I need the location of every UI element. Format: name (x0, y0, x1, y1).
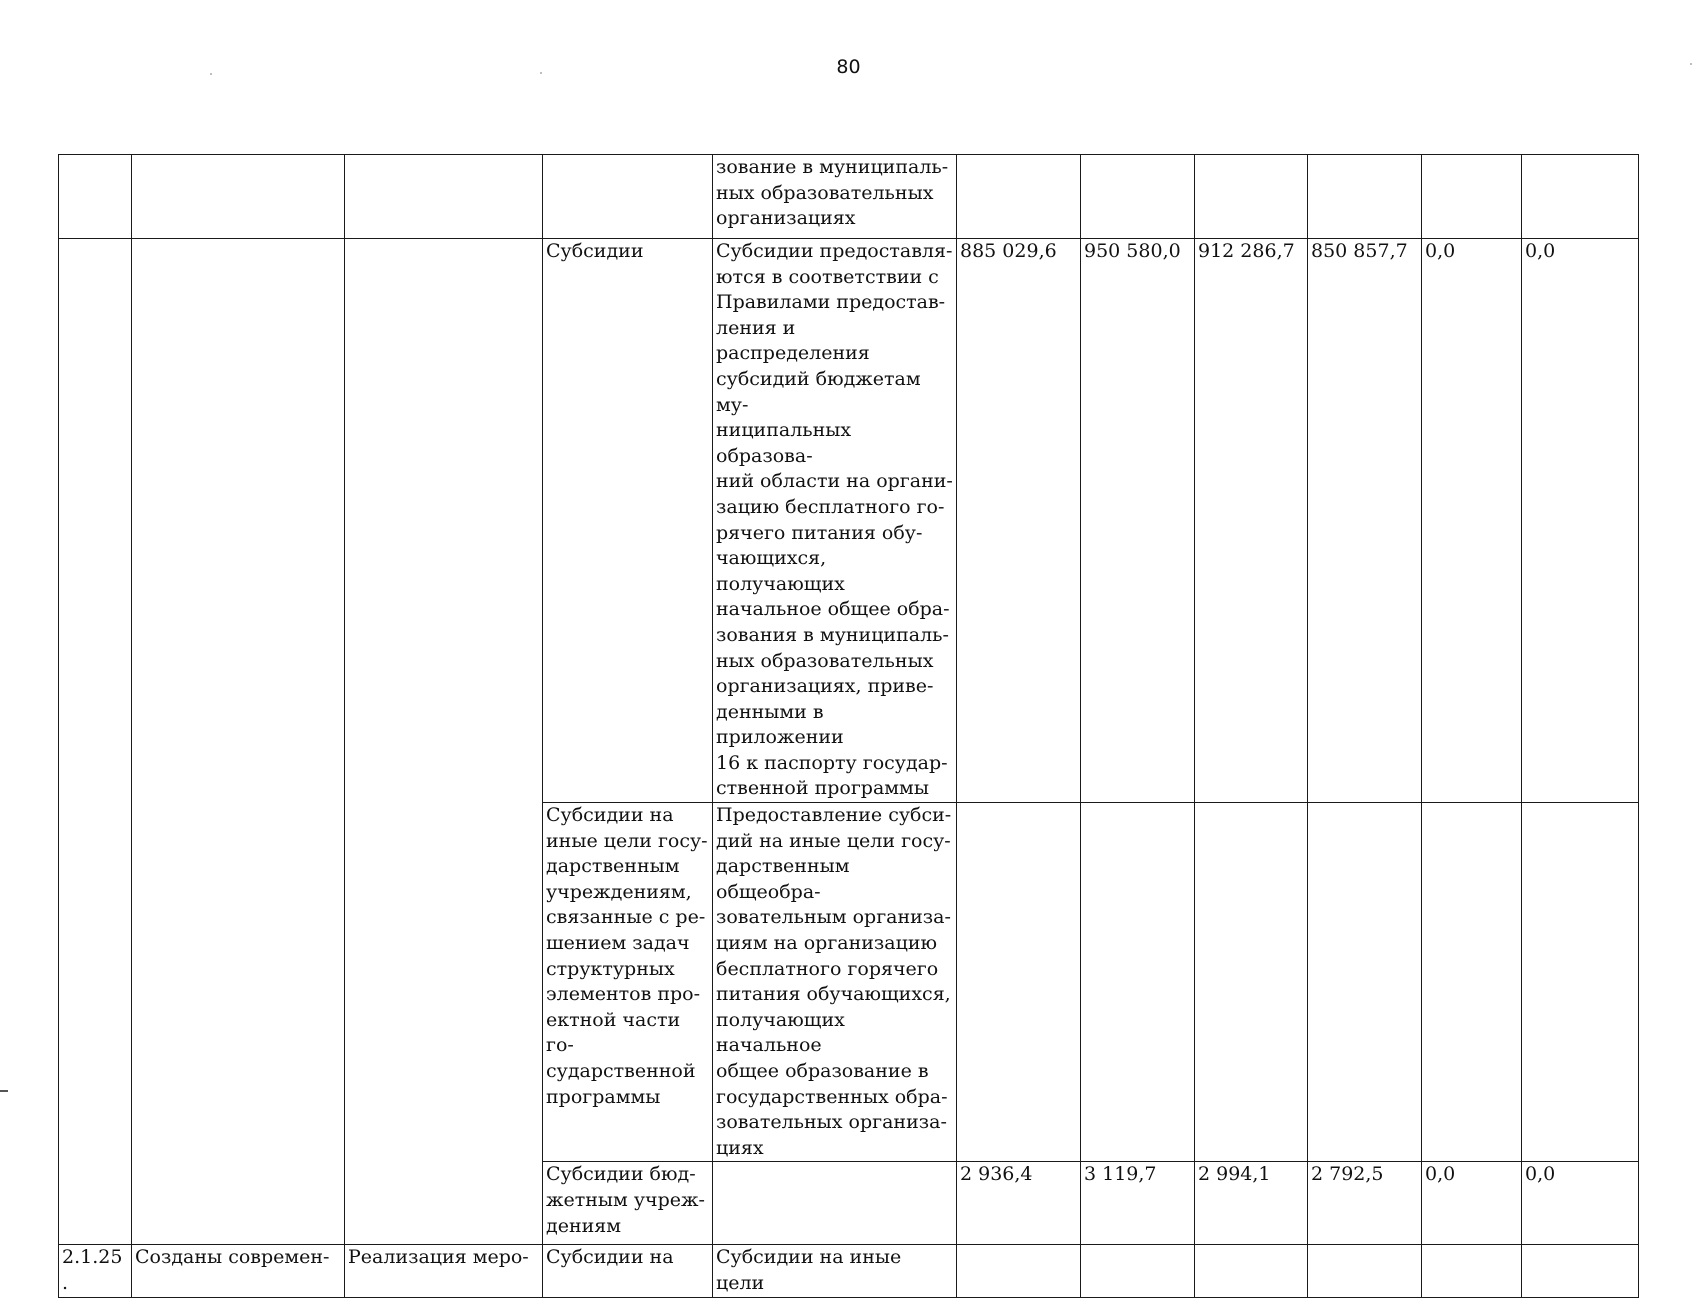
cell-type: Субсидии бюд- жетным учреж- дениям (543, 1162, 713, 1245)
cell-value-5: 0,0 (1422, 1162, 1522, 1245)
scan-artifact-dot (210, 73, 212, 75)
page-number: 80 (836, 56, 861, 78)
cell-value-4: 850 857,7 (1308, 239, 1422, 803)
cell-value-4 (1308, 1245, 1422, 1297)
cell-type: Субсидии на (543, 1245, 713, 1297)
budget-table (58, 154, 1639, 1298)
cell-value-5 (1422, 1245, 1522, 1297)
cell-number: 2.1.25. (59, 1245, 132, 1297)
cell-value-6 (1522, 803, 1639, 1162)
cell-value-1: 885 029,6 (957, 239, 1081, 803)
cell-value-3 (1195, 803, 1308, 1162)
table-row-subsidies (59, 239, 1639, 803)
cell-value-5 (1422, 155, 1522, 239)
cell-value-2 (1081, 1245, 1195, 1297)
cell-number (59, 239, 132, 1245)
table-row-continuation (59, 155, 1639, 239)
cell-type: Субсидии (543, 239, 713, 803)
table-row-2-1-25 (59, 1245, 1639, 1297)
cell-value-3 (1195, 155, 1308, 239)
cell-value-3: 2 994,1 (1195, 1162, 1308, 1245)
cell-value-6 (1522, 155, 1639, 239)
cell-type (543, 155, 713, 239)
cell-description: зование в муниципаль- ных образовательных организациях (713, 155, 957, 239)
cell-value-6: 0,0 (1522, 1162, 1639, 1245)
cell-value-2 (1081, 803, 1195, 1162)
cell-value-1: 2 936,4 (957, 1162, 1081, 1245)
cell-description (713, 1162, 957, 1245)
cell-description: Субсидии на иные цели (713, 1245, 957, 1297)
cell-value-2: 3 119,7 (1081, 1162, 1195, 1245)
cell-result: Созданы современ- (132, 1245, 345, 1297)
cell-value-2 (1081, 155, 1195, 239)
cell-value-1 (957, 803, 1081, 1162)
cell-number (59, 155, 132, 239)
cell-value-6 (1522, 1245, 1639, 1297)
cell-value-1 (957, 1245, 1081, 1297)
cell-description: Субсидии предоставля- ются в соответствии с Правилами предостав- ления и распределения субсидий бюджетам му- ниципальных образова- ний области на органи- зацию бесплатного го- рячего питания обу- чающихся, получающих начальное общее обра- зования в муниципаль- ных образовательных организациях, приве- денными в приложении 16 к паспорту государ- ственной программы (713, 239, 957, 803)
cell-result (132, 155, 345, 239)
cell-value-6: 0,0 (1522, 239, 1639, 803)
cell-result (132, 239, 345, 1245)
cell-value-4: 2 792,5 (1308, 1162, 1422, 1245)
cell-value-4 (1308, 803, 1422, 1162)
cell-activity (345, 239, 543, 1245)
cell-value-3: 912 286,7 (1195, 239, 1308, 803)
cell-value-3 (1195, 1245, 1308, 1297)
cell-activity (345, 155, 543, 239)
cell-description: Предоставление субси- дий на иные цели госу- дарственным общеобра- зовательным организа- циям на организацию бесплатного горячего питания обучающихся, получающих начальное общее образование в государственных обра- зовательных организа- циях (713, 803, 957, 1162)
cell-type: Субсидии на иные цели госу- дарственным учреждениям, связанные с ре- шением задач структурных элементов про- ектной части го- сударственной программы (543, 803, 713, 1162)
cell-activity: Реализация меро- (345, 1245, 543, 1297)
cell-value-5: 0,0 (1422, 239, 1522, 803)
cell-value-5 (1422, 803, 1522, 1162)
cell-value-1 (957, 155, 1081, 239)
scan-artifact-dot (540, 72, 542, 74)
scan-artifact-dot (1690, 63, 1692, 65)
cell-value-4 (1308, 155, 1422, 239)
scan-artifact-mark (0, 1090, 8, 1092)
cell-value-2: 950 580,0 (1081, 239, 1195, 803)
